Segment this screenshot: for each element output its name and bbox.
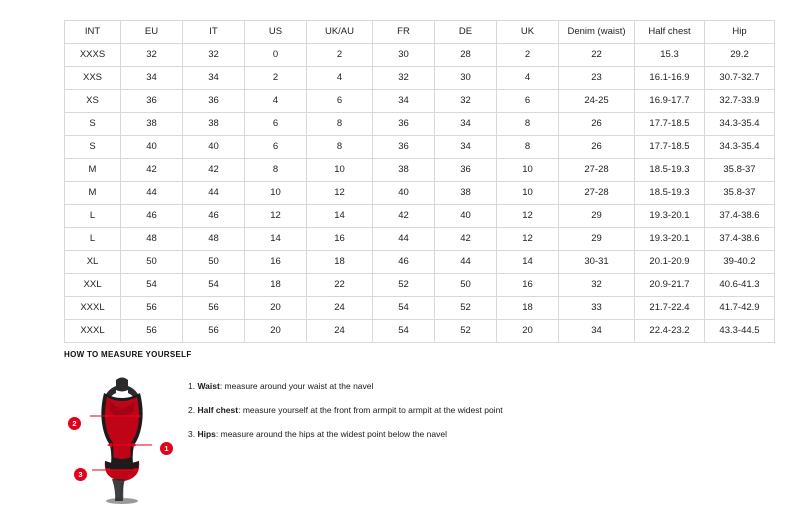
cell-uk-au: 24: [307, 297, 373, 320]
cell-hip: 32.7-33.9: [705, 90, 775, 113]
size-chart-table: [64, 20, 775, 343]
how-to-measure-section: [64, 350, 744, 506]
cell-de: 34: [435, 113, 497, 136]
measure-instruction-term: Waist: [197, 381, 220, 391]
cell-half-chest: 19.3-20.1: [635, 205, 705, 228]
cell-int: S: [65, 136, 121, 159]
cell-uk-au: 24: [307, 320, 373, 343]
cell-int: M: [65, 182, 121, 205]
cell-denim-waist: 30-31: [559, 251, 635, 274]
measure-instruction-waist: [188, 381, 744, 391]
cell-fr: 30: [373, 44, 435, 67]
cell-us: 20: [245, 320, 307, 343]
cell-hip: 34.3-35.4: [705, 113, 775, 136]
cell-hip: 30.7-32.7: [705, 67, 775, 90]
cell-denim-waist: 33: [559, 297, 635, 320]
how-to-measure-body: [64, 371, 744, 506]
cell-int: L: [65, 228, 121, 251]
cell-uk: 10: [497, 159, 559, 182]
cell-de: 38: [435, 182, 497, 205]
cell-fr: 54: [373, 297, 435, 320]
cell-fr: 36: [373, 113, 435, 136]
cell-half-chest: 17.7-18.5: [635, 136, 705, 159]
cell-eu: 46: [121, 205, 183, 228]
cell-uk: 8: [497, 136, 559, 159]
cell-hip: 41.7-42.9: [705, 297, 775, 320]
measure-instruction-number: 2.: [188, 405, 196, 416]
cell-uk: 18: [497, 297, 559, 320]
column-header-int: INT: [65, 21, 121, 44]
size-chart-table-container: [64, 20, 760, 343]
column-header-it: IT: [183, 21, 245, 44]
cell-uk-au: 22: [307, 274, 373, 297]
cell-uk-au: 8: [307, 113, 373, 136]
cell-eu: 36: [121, 90, 183, 113]
cell-eu: 42: [121, 159, 183, 182]
cell-de: 52: [435, 320, 497, 343]
cell-half-chest: 17.7-18.5: [635, 113, 705, 136]
cell-it: 54: [183, 274, 245, 297]
cell-denim-waist: 34: [559, 320, 635, 343]
cell-denim-waist: 24-25: [559, 90, 635, 113]
cell-fr: 44: [373, 228, 435, 251]
cell-hip: 39-40.2: [705, 251, 775, 274]
cell-int: L: [65, 205, 121, 228]
column-header-de: DE: [435, 21, 497, 44]
cell-hip: 35.8-37: [705, 182, 775, 205]
cell-denim-waist: 26: [559, 113, 635, 136]
cell-it: 50: [183, 251, 245, 274]
cell-us: 16: [245, 251, 307, 274]
cell-fr: 46: [373, 251, 435, 274]
cell-uk-au: 2: [307, 44, 373, 67]
cell-de: 52: [435, 297, 497, 320]
table-row: [65, 67, 775, 90]
cell-half-chest: 20.9-21.7: [635, 274, 705, 297]
cell-int: XXXS: [65, 44, 121, 67]
column-header-uk: UK: [497, 21, 559, 44]
table-header-row: [65, 21, 775, 44]
cell-denim-waist: 27-28: [559, 182, 635, 205]
cell-uk-au: 10: [307, 159, 373, 182]
cell-int: XXS: [65, 67, 121, 90]
cell-de: 32: [435, 90, 497, 113]
cell-uk: 2: [497, 44, 559, 67]
measure-badge-1: 1: [160, 442, 173, 455]
cell-de: 36: [435, 159, 497, 182]
cell-us: 14: [245, 228, 307, 251]
cell-eu: 50: [121, 251, 183, 274]
cell-hip: 29.2: [705, 44, 775, 67]
cell-eu: 32: [121, 44, 183, 67]
cell-half-chest: 18.5-19.3: [635, 182, 705, 205]
cell-half-chest: 16.9-17.7: [635, 90, 705, 113]
cell-fr: 42: [373, 205, 435, 228]
cell-hip: 40.6-41.3: [705, 274, 775, 297]
cell-uk-au: 8: [307, 136, 373, 159]
cell-eu: 44: [121, 182, 183, 205]
mannequin-figure-icon: [86, 375, 158, 505]
measure-badge-2: 2: [68, 417, 81, 430]
column-header-fr: FR: [373, 21, 435, 44]
cell-uk: 6: [497, 90, 559, 113]
cell-half-chest: 21.7-22.4: [635, 297, 705, 320]
cell-fr: 38: [373, 159, 435, 182]
cell-int: XXXL: [65, 320, 121, 343]
cell-it: 56: [183, 320, 245, 343]
cell-half-chest: 15.3: [635, 44, 705, 67]
table-row: [65, 182, 775, 205]
measure-instruction-term: Hips: [197, 429, 216, 440]
cell-eu: 56: [121, 297, 183, 320]
cell-int: XL: [65, 251, 121, 274]
cell-int: S: [65, 113, 121, 136]
cell-half-chest: 20.1-20.9: [635, 251, 705, 274]
cell-eu: 40: [121, 136, 183, 159]
cell-fr: 40: [373, 182, 435, 205]
measure-instruction-hips: [188, 429, 744, 439]
table-row: [65, 159, 775, 182]
cell-it: 42: [183, 159, 245, 182]
measure-instructions-list: [188, 371, 744, 454]
cell-uk-au: 16: [307, 228, 373, 251]
cell-eu: 54: [121, 274, 183, 297]
table-row: [65, 44, 775, 67]
cell-uk-au: 18: [307, 251, 373, 274]
cell-de: 50: [435, 274, 497, 297]
measure-instruction-text: : measure around the hips at the widest point below the navel: [215, 429, 447, 440]
cell-eu: 38: [121, 113, 183, 136]
mannequin-illustration-container: [64, 371, 188, 506]
cell-half-chest: 16.1-16.9: [635, 67, 705, 90]
measure-instruction-term: Half chest: [197, 405, 239, 416]
cell-hip: 37.4-38.6: [705, 205, 775, 228]
cell-it: 36: [183, 90, 245, 113]
cell-de: 44: [435, 251, 497, 274]
table-row: [65, 320, 775, 343]
cell-denim-waist: 22: [559, 44, 635, 67]
cell-uk: 20: [497, 320, 559, 343]
cell-us: 8: [245, 159, 307, 182]
table-row: [65, 297, 775, 320]
cell-us: 6: [245, 136, 307, 159]
cell-hip: 34.3-35.4: [705, 136, 775, 159]
cell-de: 42: [435, 228, 497, 251]
table-row: [65, 136, 775, 159]
table-row: [65, 251, 775, 274]
cell-us: 2: [245, 67, 307, 90]
cell-uk: 10: [497, 182, 559, 205]
cell-fr: 54: [373, 320, 435, 343]
measure-instruction-text: : measure around your waist at the navel: [219, 381, 374, 391]
cell-int: XXL: [65, 274, 121, 297]
cell-int: M: [65, 159, 121, 182]
cell-denim-waist: 26: [559, 136, 635, 159]
cell-half-chest: 19.3-20.1: [635, 228, 705, 251]
cell-uk: 14: [497, 251, 559, 274]
cell-eu: 48: [121, 228, 183, 251]
cell-de: 30: [435, 67, 497, 90]
cell-uk-au: 14: [307, 205, 373, 228]
cell-fr: 52: [373, 274, 435, 297]
cell-it: 44: [183, 182, 245, 205]
cell-uk: 16: [497, 274, 559, 297]
cell-eu: 56: [121, 320, 183, 343]
cell-uk-au: 12: [307, 182, 373, 205]
cell-us: 20: [245, 297, 307, 320]
cell-fr: 36: [373, 136, 435, 159]
table-row: [65, 113, 775, 136]
table-row: [65, 205, 775, 228]
column-header-hip: Hip: [705, 21, 775, 44]
cell-it: 46: [183, 205, 245, 228]
cell-fr: 32: [373, 67, 435, 90]
cell-uk-au: 4: [307, 67, 373, 90]
cell-uk: 12: [497, 205, 559, 228]
how-to-measure-title: HOW TO MEASURE YOURSELF: [64, 350, 192, 359]
cell-denim-waist: 32: [559, 274, 635, 297]
cell-half-chest: 22.4-23.2: [635, 320, 705, 343]
cell-us: 10: [245, 182, 307, 205]
measure-badge-3: 3: [74, 468, 87, 481]
cell-it: 40: [183, 136, 245, 159]
measure-instruction-number: 1.: [188, 381, 196, 391]
table-row: [65, 90, 775, 113]
cell-de: 28: [435, 44, 497, 67]
cell-it: 34: [183, 67, 245, 90]
cell-denim-waist: 29: [559, 228, 635, 251]
cell-fr: 34: [373, 90, 435, 113]
cell-us: 6: [245, 113, 307, 136]
cell-it: 56: [183, 297, 245, 320]
table-row: [65, 228, 775, 251]
cell-it: 38: [183, 113, 245, 136]
cell-int: XXXL: [65, 297, 121, 320]
cell-int: XS: [65, 90, 121, 113]
cell-de: 34: [435, 136, 497, 159]
column-header-uk-au: UK/AU: [307, 21, 373, 44]
column-header-denim-waist: Denim (waist): [559, 21, 635, 44]
cell-hip: 37.4-38.6: [705, 228, 775, 251]
cell-denim-waist: 27-28: [559, 159, 635, 182]
cell-uk: 8: [497, 113, 559, 136]
cell-it: 32: [183, 44, 245, 67]
measure-instruction-text: : measure yourself at the front from armpit to armpit at the widest point: [238, 405, 503, 416]
cell-uk: 4: [497, 67, 559, 90]
cell-us: 18: [245, 274, 307, 297]
column-header-eu: EU: [121, 21, 183, 44]
cell-us: 12: [245, 205, 307, 228]
cell-hip: 43.3-44.5: [705, 320, 775, 343]
cell-uk: 12: [497, 228, 559, 251]
cell-hip: 35.8-37: [705, 159, 775, 182]
column-header-us: US: [245, 21, 307, 44]
measure-instruction-number: 3.: [188, 429, 196, 440]
cell-uk-au: 6: [307, 90, 373, 113]
column-header-half-chest: Half chest: [635, 21, 705, 44]
measure-instruction-half-chest: [188, 405, 744, 415]
table-row: [65, 274, 775, 297]
cell-us: 4: [245, 90, 307, 113]
cell-denim-waist: 23: [559, 67, 635, 90]
cell-eu: 34: [121, 67, 183, 90]
cell-de: 40: [435, 205, 497, 228]
cell-us: 0: [245, 44, 307, 67]
cell-denim-waist: 29: [559, 205, 635, 228]
cell-half-chest: 18.5-19.3: [635, 159, 705, 182]
cell-it: 48: [183, 228, 245, 251]
